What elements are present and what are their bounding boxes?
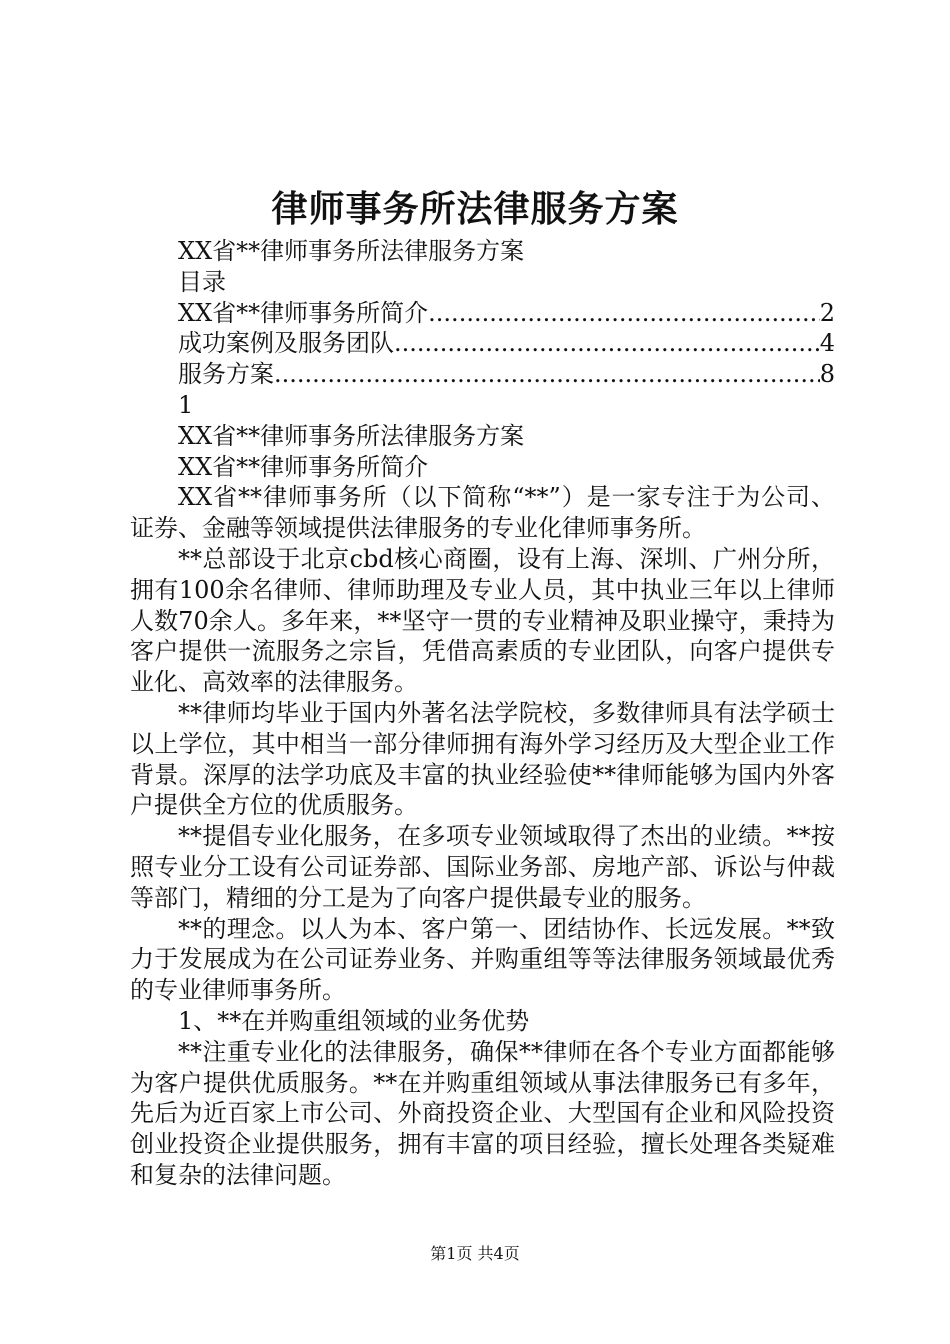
subheading: 1、**在并购重组领域的业务优势 [178,1006,530,1035]
paragraph: XX省**律师事务所（以下简称“**”）是一家专注于为公司、证券、金融等领域提供法律服务的专业化律师事务所。 [130,483,835,543]
toc-leader [394,328,820,359]
toc-item-page: 2 [819,298,835,327]
toc-item[interactable] [130,298,835,329]
paragraph: **的理念。以人为本、客户第一、团结协作、长远发展。**致力于发展成为在公司证券业务、并购重组等等法律服务领域最优秀的专业律师事务所。 [130,914,835,1005]
paragraph: **总部设于北京cbd核心商圈，设有上海、深圳、广州分所，拥有100余名律师、律师助理及专业人员，其中执业三年以上律师人数70余人。多年来，**坚守一贯的专业精神及职业操守，秉持为客户提供一流服务之宗旨，凭借高素质的专业团队，向客户提供专业化、高效率的法律服务。 [130,544,835,697]
toc-item-label: XX省**律师事务所简介 [178,298,429,327]
paragraph: **注重专业化的法律服务，确保**律师在各个专业方面都能够为客户提供优质服务。**在并购重组领域从事法律服务已有多年，先后为近百家上市公司、外商投资企业、大型国有企业和风险投资创业投资企业提供服务，拥有丰富的项目经验，擅长处理各类疑难和复杂的法律问题。 [130,1037,835,1189]
toc-leader [274,359,820,390]
toc-item[interactable] [130,328,835,359]
document-name-line: XX省**律师事务所法律服务方案 [178,237,525,265]
paragraph: **律师均毕业于国内外著名法学院校，多数律师具有法学硕士以上学位，其中相当一部分律师拥有海外学习经历及大型企业工作背景。深厚的法学功底及丰富的执业经验使**律师能够为国内外客户提供全方位的优质服务。 [130,698,835,820]
document-body [130,236,835,1191]
toc-item-page: 4 [819,329,835,358]
section-title: XX省**律师事务所简介 [178,452,429,481]
document-name-line-2: XX省**律师事务所法律服务方案 [178,421,525,450]
page-marker: 1 [178,390,194,419]
toc-item-label: 成功案例及服务团队 [178,329,394,358]
document-title: 律师事务所法律服务方案 [271,188,679,230]
page-footer: 第1页 共4页 [430,1244,520,1263]
toc-heading: 目录 [178,267,226,296]
toc-item[interactable] [130,359,835,390]
toc-leader [428,298,820,329]
toc-item-label: 服务方案 [178,360,274,389]
paragraph: **提倡专业化服务，在多项专业领域取得了杰出的业绩。**按照专业分工设有公司证券部、国际业务部、房地产部、诉讼与仲裁等部门，精细的分工是为了向客户提供最专业的服务。 [130,822,835,912]
toc-item-page: 8 [819,360,835,389]
